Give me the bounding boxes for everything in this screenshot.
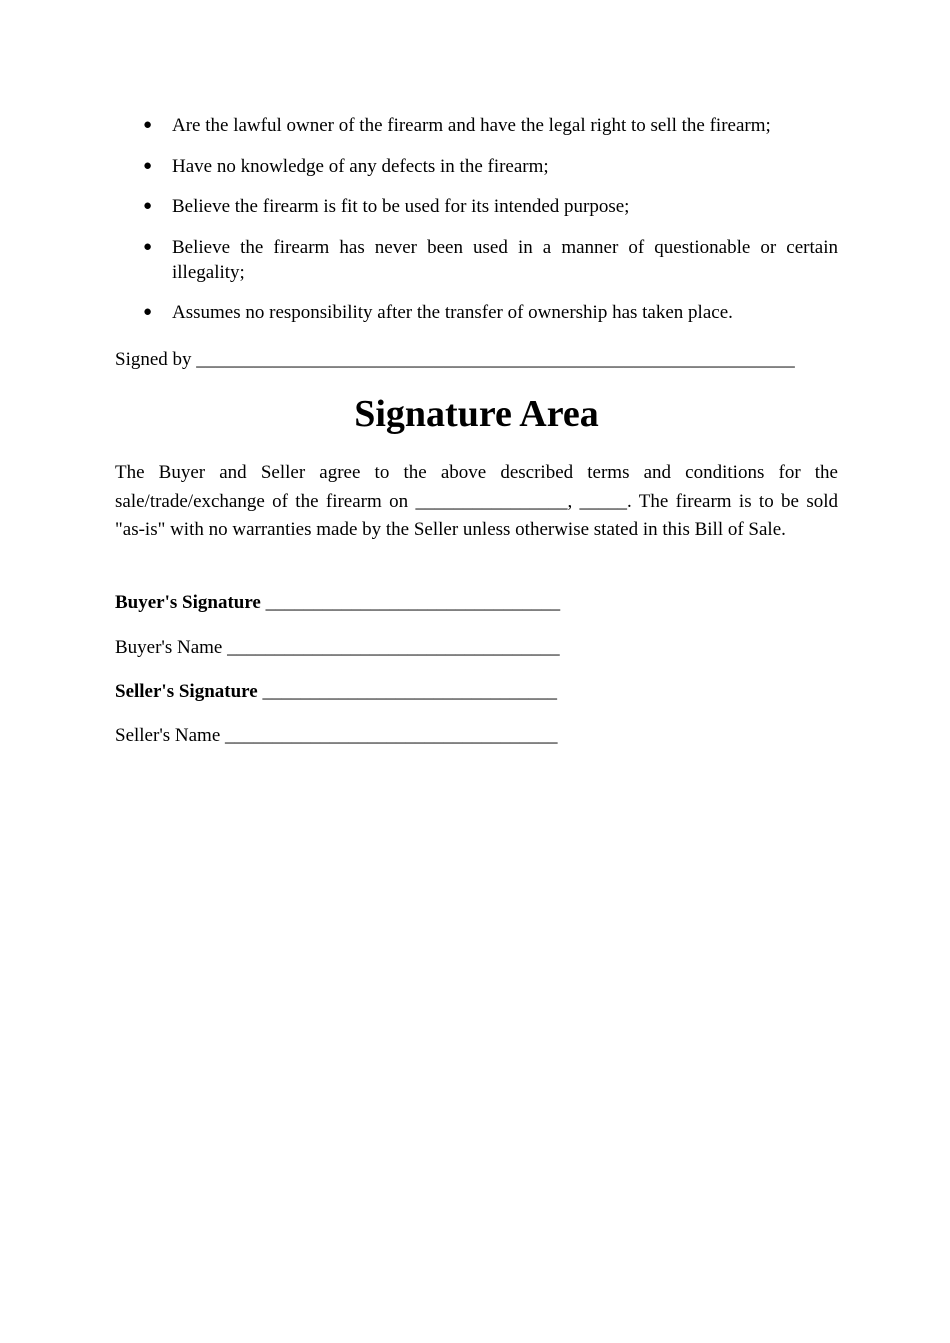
list-item-text: Assumes no responsibility after the transfer of ownership has taken place. [172, 302, 733, 323]
signed-by-label: Signed by [115, 349, 192, 370]
list-item-text: Have no knowledge of any defects in the firearm; [172, 155, 549, 177]
seller-name-label: Seller's Name [115, 725, 221, 746]
seller-warranties-list [115, 113, 838, 341]
list-item-text: Believe the firearm has never been used in a manner of questionable or certain illegality; [172, 236, 838, 283]
list-item [115, 154, 838, 179]
terms-paragraph: The Buyer and Seller agree to the above described terms and conditions for the sale/trade/exchange of the firearm on ________________, _____. The firearm is to be sold "as-is" with no warranties made by the Seller unless otherwise stated in this Bill of Sale. [115, 462, 838, 540]
seller-name-field[interactable]: ___________________________________ [225, 725, 558, 746]
buyer-name-line [115, 635, 838, 660]
seller-signature-label: Seller's Signature [115, 681, 258, 702]
buyer-name-label: Buyer's Name [115, 637, 223, 658]
seller-signature-field[interactable]: _______________________________ [262, 681, 557, 702]
signed-by-field[interactable]: _______________________________________________________________ [196, 349, 795, 370]
buyer-signature-label: Buyer's Signature [115, 592, 261, 613]
bullet-icon: ● [143, 304, 153, 320]
bullet-icon: ● [143, 117, 153, 133]
signed-by-line [115, 347, 838, 372]
seller-name-line [115, 723, 838, 748]
bullet-icon: ● [143, 238, 153, 255]
list-item [115, 194, 838, 219]
bullet-icon: ● [143, 157, 153, 174]
bullet-icon: ● [143, 198, 153, 214]
buyer-name-field[interactable]: ___________________________________ [227, 637, 560, 658]
buyer-signature-field[interactable]: _______________________________ [265, 592, 561, 613]
seller-signature-line [115, 679, 838, 704]
page-title: Signature Area [354, 393, 599, 435]
list-item-text: Believe the firearm is fit to be used for its intended purpose; [172, 196, 630, 217]
list-item [115, 300, 838, 325]
buyer-signature-line [115, 590, 838, 615]
list-item [115, 113, 838, 138]
list-item-text: Are the lawful owner of the firearm and have the legal right to sell the firearm; [172, 115, 771, 136]
list-item [115, 235, 838, 285]
